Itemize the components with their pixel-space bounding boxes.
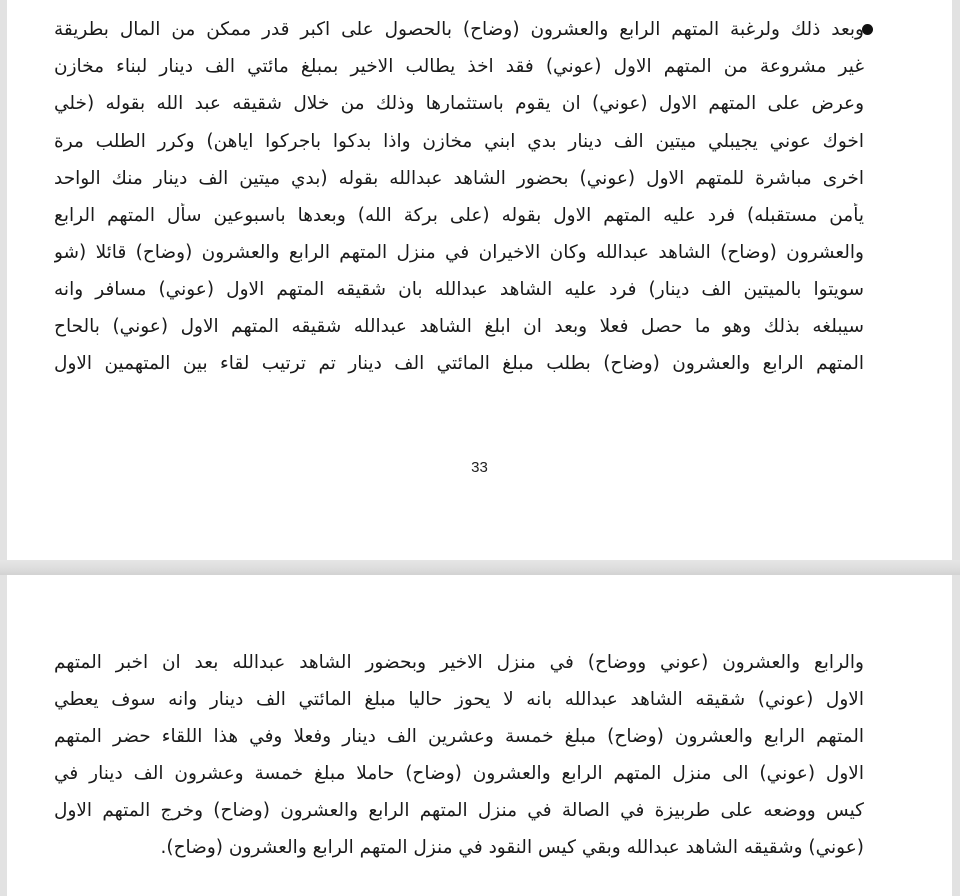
text-line: والعشرون (وضاح) الشاهد عبدالله وكان الاخيران في منزل المتهم الرابع والعشرون (وضاح) قائلا (شو bbox=[54, 242, 864, 263]
text-line: المتهم الرابع والعشرون (وضاح) مبلغ خمسة وعشرين الف دينار وفعلا وفي هذا اللقاء حضر المتهم bbox=[54, 726, 864, 747]
text-line: سيبلغه بذلك وهو ما حصل فعلا وبعد ان ابلغ الشاهد عبدالله شقيقه المتهم الاول (عوني) بالحاح bbox=[54, 316, 864, 337]
text-line: اخوك عوني يجيبلي ميتين الف دينار بدي ابني مخازن واذا بدكوا باجركوا اياهن) وكرر الطلب مرة bbox=[54, 131, 864, 152]
text-line: سويتوا بالميتين الف دينار) فرد عليه الشاهد عبدالله بان شقيقه المتهم الاول (عوني) مسافر وانه bbox=[54, 279, 864, 300]
page-separator bbox=[0, 560, 960, 575]
text-line: غير مشروعة من المتهم الاول (عوني) فقد اخذ يطالب الاخير بمبلغ مائتي الف دينار لبناء مخازن bbox=[54, 56, 864, 77]
text-line: الاول (عوني) الى منزل المتهم الرابع والعشرون (وضاح) حاملا مبلغ خمسة وعشرون الف دينار في bbox=[54, 763, 864, 784]
text-line: الاول (عوني) شقيقه الشاهد عبدالله بانه لا يحوز حاليا مبلغ المائتي الف دينار وانه سوف يعطي bbox=[54, 689, 864, 710]
text-line: يأمن مستقبله) فرد عليه المتهم الاول بقوله (على بركة الله) وبعدها باسبوعين سأل المتهم الرابع bbox=[54, 205, 864, 226]
text-line: وعرض على المتهم الاول (عوني) ان يقوم باستثمارها وذلك من خلال شقيقه عبد الله بقوله (خلي bbox=[54, 93, 864, 114]
text-line: اخرى مباشرة للمتهم الاول (عوني) بحضور الشاهد عبدالله بقوله (بدي ميتين الف دينار منك الواحد bbox=[54, 168, 864, 189]
text-line: المتهم الرابع والعشرون (وضاح) بطلب مبلغ المائتي الف دينار تم ترتيب لقاء بين المتهمين الاول bbox=[54, 353, 864, 374]
text-line: كيس ووضعه على طربيزة في الصالة في منزل المتهم الرابع والعشرون (وضاح) وخرج المتهم الاول bbox=[54, 800, 864, 821]
text-line: والرابع والعشرون (عوني ووضاح) في منزل الاخير وبحضور الشاهد عبدالله بعد ان اخبر المتهم bbox=[54, 652, 864, 673]
document-page-34 bbox=[7, 575, 952, 896]
page-number: 33 bbox=[471, 459, 488, 476]
text-line: (عوني) وشقيقه الشاهد عبدالله وبقي كيس النقود في منزل المتهم الرابع والعشرون (وضاح). bbox=[160, 837, 864, 858]
text-line: وبعد ذلك ولرغبة المتهم الرابع والعشرون (وضاح) بالحصول على اكبر قدر ممكن من المال بطريقة bbox=[54, 19, 864, 40]
document-page-33 bbox=[7, 0, 952, 560]
